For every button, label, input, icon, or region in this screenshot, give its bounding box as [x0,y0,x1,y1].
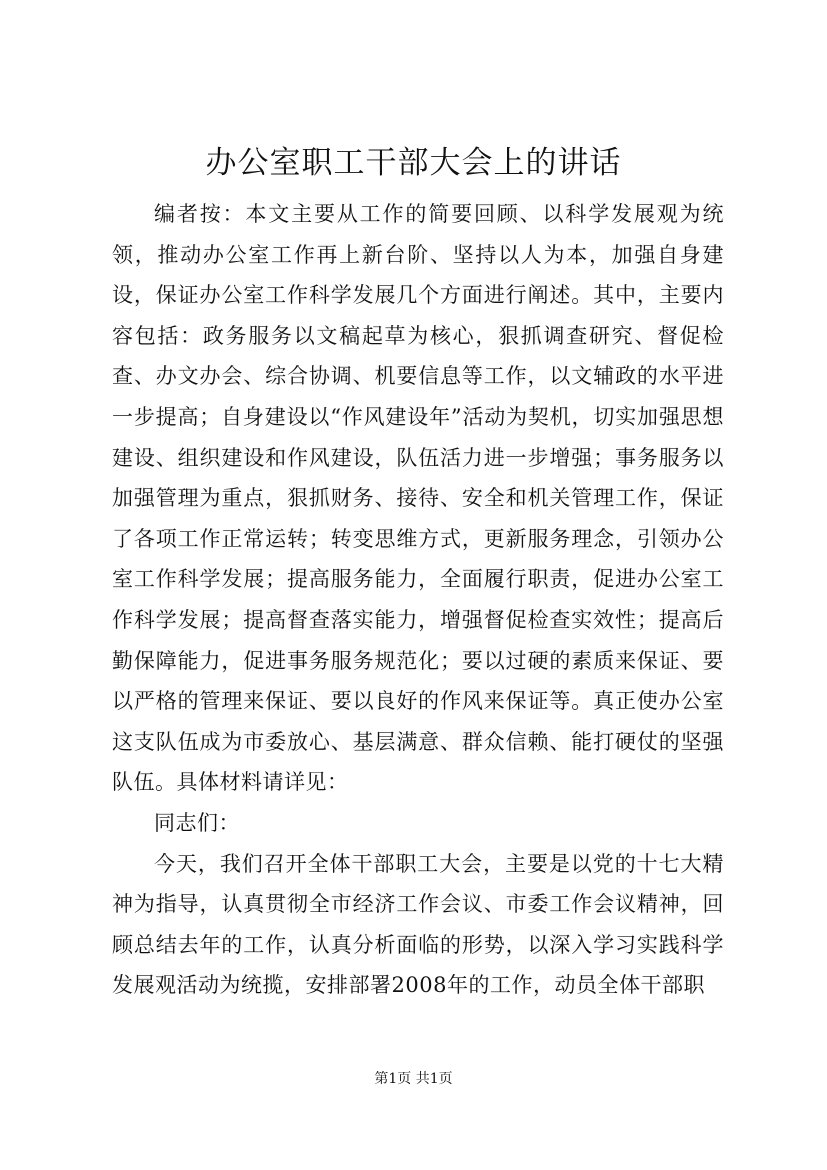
document-body [112,194,724,1006]
editor-note-paragraph: 编者按：本文主要从工作的简要回顾、以科学发展观为统领，推动办公室工作再上新台阶、坚持以人为本，加强自身建设，保证办公室工作科学发展几个方面进行阐述。其中，主要内容包括：政务服务以文稿起草为核心，狠抓调查研究、督促检查、办文办会、综合协调、机要信息等工作，以文辅政的水平进一步提高；自身建设以“作风建设年”活动为契机，切实加强思想建设、组织建设和作风建设，队伍活力进一步增强；事务服务以加强管理为重点，狠抓财务、接待、安全和机关管理工作，保证了各项工作正常运转；转变思维方式，更新服务理念，引领办公室工作科学发展；提高服务能力，全面履行职责，促进办公室工作科学发展；提高督查落实能力，增强督促检查实效性；提高后勤保障能力，促进事务服务规范化；要以过硬的素质来保证、要以严格的管理来保证、要以良好的作风来保证等。真正使办公室这支队伍成为市委放心、基层满意、群众信赖、能打硬仗的坚强队伍。具体材料请详见： [112,202,724,795]
speech-opening-paragraph: 今天，我们召开全体干部职工大会，主要是以党的十七大精神为指导，认真贯彻全市经济工作会议、市委工作会议精神，回顾总结去年的工作，认真分析面临的形势，以深入学习实践科学发展观活动为统揽，安排部署2008年的工作，动员全体干部职 [112,851,724,998]
document-title: 办公室职工干部大会上的讲话 [205,145,622,181]
salutation-paragraph: 同志们： [154,810,240,835]
page-number-footer: 第1页 共1页 [374,1071,453,1087]
